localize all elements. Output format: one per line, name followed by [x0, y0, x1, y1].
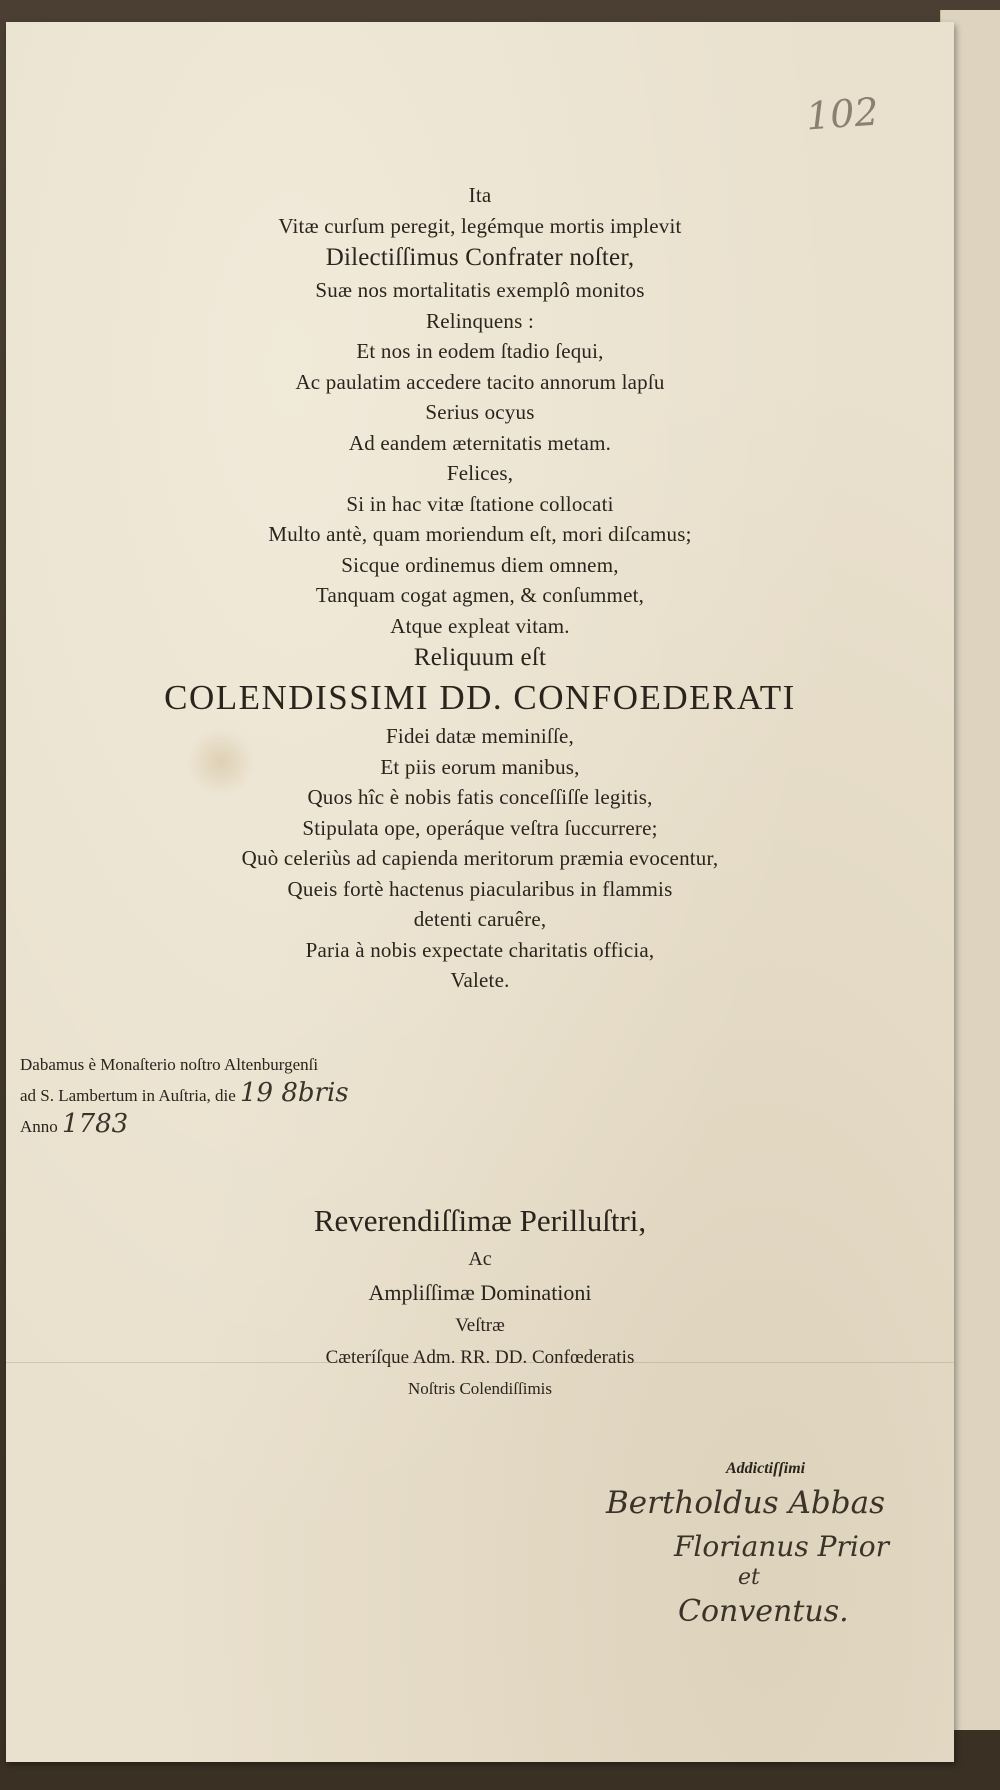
- document-page: [6, 22, 954, 1762]
- handwritten-date: 19 8bris: [240, 1078, 349, 1108]
- closing-line: Ac: [468, 1248, 492, 1270]
- closing-line: Veſtræ: [455, 1315, 505, 1336]
- closing-line: Noſtris Colendiſſimis: [407, 1379, 553, 1398]
- text-line: detenti caruêre,: [413, 907, 547, 931]
- main-text: [6, 180, 954, 996]
- text-line: Ita: [468, 183, 492, 207]
- folio-number: 102: [804, 89, 880, 139]
- dating-line-2: [20, 1079, 349, 1110]
- text-line: Valete.: [450, 968, 510, 992]
- text-line: Ad eandem æternitatis metam.: [348, 430, 612, 455]
- text-line: Fidei datæ meminiſſe,: [386, 724, 574, 748]
- text-line: Si in hac vitæ ſtatione collocati: [346, 491, 614, 516]
- dating-line-3: [20, 1110, 349, 1141]
- text-line: Paria à nobis expectate charitatis officia,: [305, 937, 655, 962]
- text-line: Et piis eorum manibus,: [380, 754, 580, 779]
- confoederati-heading: COLENDISSIMI DD. CONFOEDERATI: [164, 678, 796, 717]
- text-line: Serius ocyus: [425, 400, 535, 424]
- closing-line: Ampliſſimæ Dominationi: [368, 1280, 592, 1305]
- signature-conjunction: et: [738, 1565, 760, 1590]
- closing-line: Cæteríſque Adm. RR. DD. Confœderatis: [325, 1347, 635, 1368]
- dating-line-1: Dabamus è Monaſterio noſtro Altenburgenſi: [20, 1055, 319, 1074]
- signature-abbot: Bertholdus Abbas: [606, 1485, 885, 1521]
- signature-prior: Florianus Prior: [674, 1530, 890, 1563]
- signature-block: [606, 1460, 946, 1634]
- text-line: Queis fortè hactenus piacularibus in flammis: [287, 876, 673, 901]
- dating-clause: [20, 1050, 349, 1141]
- dating-printed-text: Anno: [20, 1117, 58, 1136]
- text-line: Multo antè, quam moriendum eſt, mori diſcamus;: [268, 522, 692, 546]
- text-line: Ac paulatim accedere tacito annorum lapſu: [295, 369, 665, 394]
- text-line: Felices,: [446, 461, 514, 485]
- text-line: Quos hîc è nobis fatis conceſſiſſe legitis,: [307, 785, 653, 809]
- text-line: Vitæ curſum peregit, legémque mortis implevit: [278, 213, 682, 238]
- text-line: Dilectiſſimus Confrater noſter,: [325, 244, 635, 271]
- signature-label: Addictiſſimi: [726, 1460, 806, 1477]
- text-line: Relinquens :: [426, 308, 534, 333]
- text-line: Tanquam cogat agmen, & conſummet,: [315, 583, 645, 607]
- dating-printed-text: ad S. Lambertum in Auſtria, die: [20, 1086, 236, 1105]
- handwritten-year: 1783: [62, 1109, 129, 1139]
- text-line: Sicque ordinemus diem omnem,: [341, 552, 619, 577]
- closing-salutation: [6, 1200, 954, 1404]
- closing-line: Reverendiſſimæ Perilluſtri,: [313, 1203, 647, 1238]
- text-line: Reliquum eſt: [413, 644, 547, 671]
- text-line: Quò celeriùs ad capienda meritorum præmia evocentur,: [241, 846, 719, 870]
- text-line: Et nos in eodem ſtadio ſequi,: [356, 339, 604, 363]
- signature-convent: Conventus.: [678, 1594, 849, 1629]
- text-line: Stipulata ope, operáque veſtra ſuccurrere;: [302, 815, 658, 840]
- text-line: Suæ nos mortalitatis exemplô monitos: [315, 278, 645, 302]
- text-line: Atque expleat vitam.: [390, 613, 570, 638]
